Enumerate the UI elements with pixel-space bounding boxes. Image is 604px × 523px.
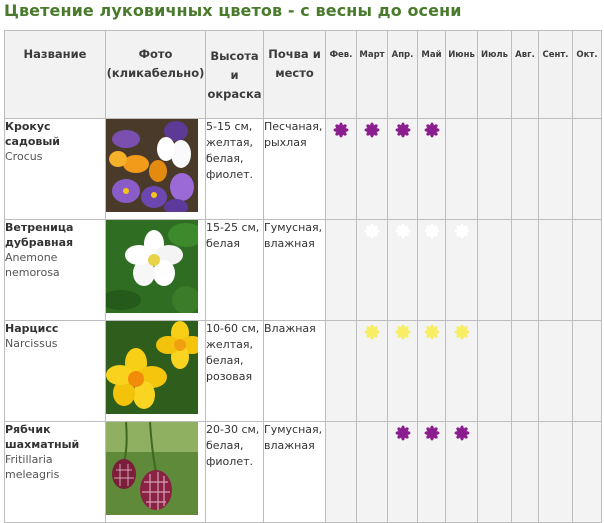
plant-name-latin: Fritillaria meleagris (5, 453, 60, 481)
header-row (5, 31, 602, 119)
plant-height-cell: 20-30 см, белая, фиолет. (206, 422, 264, 523)
plant-name-cell (5, 220, 106, 321)
month-cell (573, 422, 602, 523)
header-month: Март (357, 31, 388, 119)
month-cell (512, 220, 539, 321)
bloom-flower-icon (364, 324, 380, 340)
bloom-flower-icon (454, 223, 470, 239)
month-cell (478, 220, 512, 321)
header-photo: Фото (кликабельно) (106, 31, 206, 119)
header-soil: Почва и место (264, 31, 326, 119)
month-cell (539, 422, 573, 523)
month-cell (418, 321, 446, 422)
page-title: Цветение луковичных цветов - с весны до осени (4, 1, 462, 20)
plant-photo[interactable] (106, 119, 198, 212)
bloom-flower-icon (395, 223, 411, 239)
bloom-flower-icon (424, 324, 440, 340)
plant-photo-cell[interactable] (106, 422, 206, 523)
plant-name-ru: Крокус садовый (5, 120, 60, 148)
plant-photo[interactable] (106, 220, 198, 313)
bloom-flower-icon (454, 324, 470, 340)
month-cell (478, 321, 512, 422)
month-cell (418, 422, 446, 523)
bloom-flower-icon (424, 223, 440, 239)
month-cell (512, 321, 539, 422)
header-month: Июнь (446, 31, 478, 119)
plant-photo-cell[interactable] (106, 220, 206, 321)
table-row (5, 422, 602, 523)
bloom-flower-icon (364, 223, 380, 239)
month-cell (512, 119, 539, 220)
plant-soil-cell: Гумусная, влажная (264, 422, 326, 523)
header-month: Авг. (512, 31, 539, 119)
month-cell (478, 422, 512, 523)
month-cell (418, 119, 446, 220)
plant-photo-cell[interactable] (106, 321, 206, 422)
plant-name-latin: Crocus (5, 150, 43, 163)
month-cell (357, 321, 388, 422)
month-cell (388, 119, 418, 220)
month-cell (478, 119, 512, 220)
bloom-flower-icon (424, 425, 440, 441)
header-month: Апр. (388, 31, 418, 119)
plant-height-cell: 10-60 см, желтая, белая, розовая (206, 321, 264, 422)
month-cell (357, 422, 388, 523)
month-cell (446, 220, 478, 321)
header-month: Май (418, 31, 446, 119)
month-cell (446, 422, 478, 523)
header-month: Сент. (539, 31, 573, 119)
month-cell (326, 422, 357, 523)
header-name: Название (5, 31, 106, 119)
header-month: Июль (478, 31, 512, 119)
header-height: Высота и окраска (206, 31, 264, 119)
plant-height-cell: 15-25 см, белая (206, 220, 264, 321)
plant-name-latin: Anemone nemorosa (5, 251, 60, 279)
table-row (5, 119, 602, 220)
plant-soil-cell: Влажная (264, 321, 326, 422)
month-cell (573, 220, 602, 321)
month-cell (539, 220, 573, 321)
plant-soil-cell: Песчаная, рыхлая (264, 119, 326, 220)
plant-name-ru: Рябчик шахматный (5, 423, 80, 451)
month-cell (388, 321, 418, 422)
header-month: Фев. (326, 31, 357, 119)
header-month: Окт. (573, 31, 602, 119)
bloom-flower-icon (395, 324, 411, 340)
bloom-flower-icon (333, 122, 349, 138)
month-cell (388, 422, 418, 523)
plant-name-latin: Narcissus (5, 337, 58, 350)
plant-name-ru: Нарцисс (5, 322, 59, 335)
plant-name-cell (5, 422, 106, 523)
bloom-flower-icon (424, 122, 440, 138)
month-cell (446, 321, 478, 422)
plant-name-ru: Ветреница дубравная (5, 221, 74, 249)
plant-soil-cell: Гумусная, влажная (264, 220, 326, 321)
bloom-flower-icon (395, 425, 411, 441)
month-cell (539, 119, 573, 220)
bloom-flower-icon (364, 122, 380, 138)
table-row (5, 321, 602, 422)
month-cell (418, 220, 446, 321)
month-cell (539, 321, 573, 422)
month-cell (326, 321, 357, 422)
plant-photo[interactable] (106, 422, 198, 515)
plant-name-cell (5, 321, 106, 422)
plant-name-cell (5, 119, 106, 220)
bloom-flower-icon (395, 122, 411, 138)
month-cell (326, 220, 357, 321)
month-cell (573, 119, 602, 220)
month-cell (388, 220, 418, 321)
month-cell (357, 119, 388, 220)
month-cell (573, 321, 602, 422)
bloom-table (4, 30, 602, 523)
month-cell (326, 119, 357, 220)
month-cell (446, 119, 478, 220)
plant-height-cell: 5-15 см, желтая, белая, фиолет. (206, 119, 264, 220)
table-row (5, 220, 602, 321)
bloom-flower-icon (454, 425, 470, 441)
month-cell (512, 422, 539, 523)
month-cell (357, 220, 388, 321)
plant-photo[interactable] (106, 321, 198, 414)
plant-photo-cell[interactable] (106, 119, 206, 220)
